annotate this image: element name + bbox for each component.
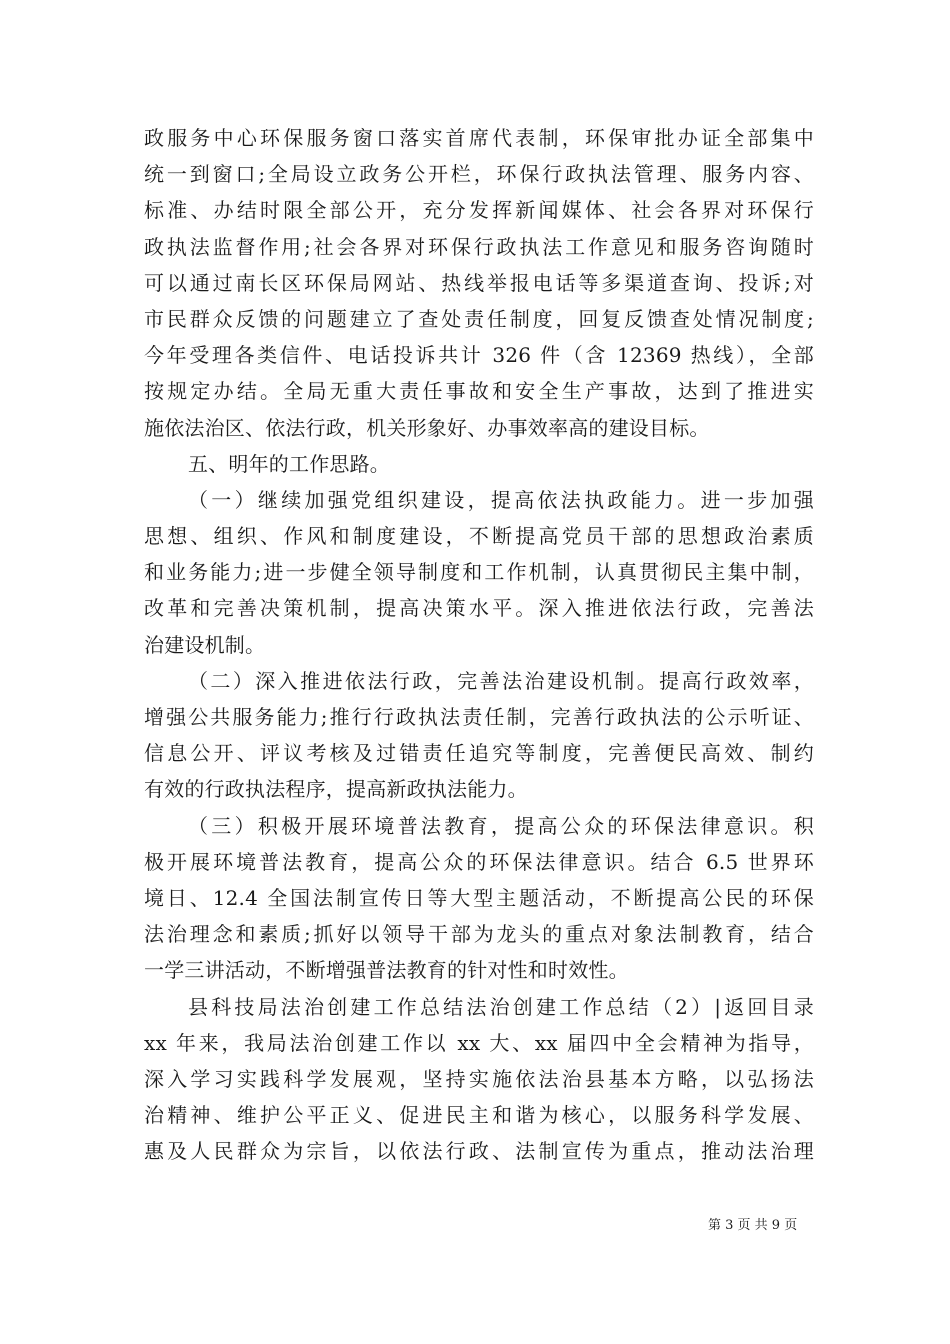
article-title: 县科技局法治创建工作总结法治创建工作总结（2）|返回目录 <box>188 994 814 1019</box>
text-line: 增强公共服务能力;推行行政执法责任制，完善行政执法的公示听证、 <box>144 705 814 729</box>
text-line: 治建设机制。 <box>144 632 266 657</box>
text-line: 政执法监督作用;社会各界对环保行政执法工作意见和服务咨询随时 <box>144 234 814 259</box>
text-line: 治精神、维护公平正义、促进民主和谐为核心，以服务科学发展、 <box>144 1103 814 1128</box>
text-line: 信息公开、评议考核及过错责任追究等制度，完善便民高效、制约 <box>144 741 814 766</box>
text-line: 惠及人民群众为宗旨，以依法行政、法制宣传为重点，推动法治理 <box>144 1139 814 1164</box>
page-indicator: 第 3 页 共 9 页 <box>708 1218 798 1233</box>
text-line: 今年受理各类信件、电话投诉共计 326 件（含 12369 热线），全部 <box>144 343 814 368</box>
text-line: xx 年来，我局法治创建工作以 xx 大、xx 届四中全会精神为指导， <box>144 1030 814 1055</box>
text-line: 标准、办结时限全部公开，充分发挥新闻媒体、社会各界对环保行 <box>144 198 814 223</box>
text-line: 按规定办结。全局无重大责任事故和安全生产事故，达到了推进实 <box>144 379 814 404</box>
text-line: 统一到窗口;全局设立政务公开栏，环保行政执法管理、服务内容、 <box>144 162 814 187</box>
text-line: 有效的行政执法程序，提高新政执法能力。 <box>144 777 528 802</box>
text-line: 境日、12.4 全国法制宣传日等大型主题活动，不断提高公民的环保 <box>144 885 814 910</box>
text-line: 和业务能力;进一步健全领导制度和工作机制，认真贯彻民主集中制， <box>144 560 814 585</box>
paragraph-start: （二）深入推进依法行政，完善法治建设机制。提高行政效率， <box>188 668 814 693</box>
section-heading: 五、明年的工作思路。 <box>188 451 390 476</box>
text-line: 思想、组织、作风和制度建设，不断提高党员干部的思想政治素质 <box>144 524 814 549</box>
document-body <box>144 120 814 1169</box>
paragraph-start: （三）积极开展环境普法教育，提高公众的环保法律意识。积 <box>188 813 814 838</box>
text-line: 深入学习实践科学发展观，坚持实施依法治县基本方略，以弘扬法 <box>144 1066 814 1091</box>
text-line: 施依法治区、依法行政，机关形象好、办事效率高的建设目标。 <box>144 415 710 440</box>
paragraph-start: （一）继续加强党组织建设，提高依法执政能力。进一步加强 <box>188 487 814 512</box>
text-line: 法治理念和素质;抓好以领导干部为龙头的重点对象法制教育，结合 <box>144 922 814 947</box>
text-line: 改革和完善决策机制，提高决策水平。深入推进依法行政，完善法 <box>144 596 814 621</box>
text-line: 政服务中心环保服务窗口落实首席代表制，环保审批办证全部集中 <box>144 126 814 150</box>
text-line: 极开展环境普法教育，提高公众的环保法律意识。结合 6.5 世界环 <box>144 849 814 874</box>
text-line: 市民群众反馈的问题建立了查处责任制度，回复反馈查处情况制度; <box>144 306 814 331</box>
text-line: 一学三讲活动，不断增强普法教育的针对性和时效性。 <box>144 958 629 983</box>
text-line: 可以通过南长区环保局网站、热线举报电话等多渠道查询、投诉;对 <box>144 270 814 295</box>
